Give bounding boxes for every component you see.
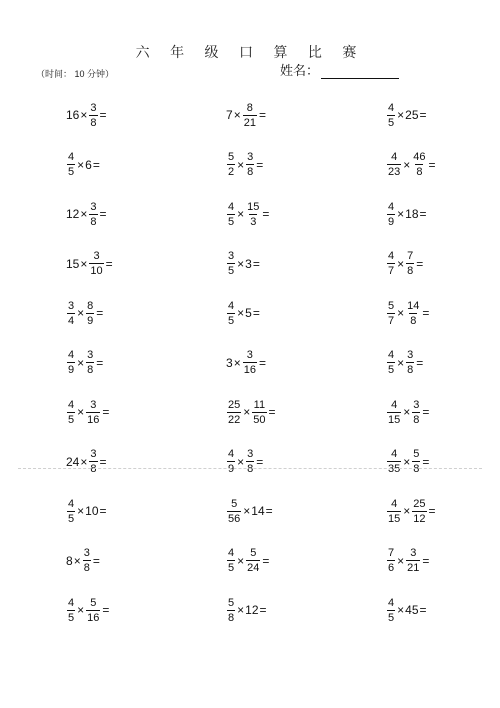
equals-sign: =: [265, 504, 273, 518]
whole-number: 24: [66, 454, 80, 469]
equals-sign: =: [256, 454, 264, 469]
times-sign: ×: [80, 256, 88, 271]
fraction-numerator: 4: [391, 398, 398, 411]
fraction-denominator: 8: [228, 611, 235, 624]
fraction-numerator: 3: [93, 250, 100, 262]
fraction: [89, 201, 97, 228]
fraction: [227, 547, 235, 574]
fraction-numerator: 14: [407, 299, 420, 312]
problem-item: [66, 343, 104, 383]
equals-sign: =: [262, 207, 270, 221]
times-sign: ×: [237, 306, 245, 320]
fraction-numerator: 4: [391, 497, 398, 510]
times-sign: ×: [77, 157, 85, 172]
problem-row: [0, 293, 500, 333]
whole-number: 15: [66, 256, 80, 271]
times-sign: ×: [403, 405, 411, 419]
fraction-numerator: 25: [413, 497, 426, 510]
equals-sign: =: [99, 454, 107, 469]
fraction-denominator: 8: [90, 116, 97, 129]
fraction-denominator: 8: [90, 463, 97, 475]
whole-number: 7: [226, 108, 233, 122]
equals-sign: =: [419, 108, 427, 122]
problem-item: [66, 145, 101, 185]
fraction: [387, 498, 401, 525]
times-sign: ×: [397, 207, 405, 221]
equals-sign: =: [258, 108, 266, 122]
times-sign: ×: [403, 157, 411, 172]
problem-item: [66, 590, 110, 630]
problem-item: [226, 145, 264, 185]
fraction-denominator: 5: [68, 611, 75, 624]
problem-item: [386, 145, 437, 185]
fraction: [246, 547, 260, 574]
equals-sign: =: [105, 256, 113, 271]
equals-sign: =: [422, 306, 430, 320]
fraction-numerator: 4: [228, 547, 235, 559]
equals-sign: =: [252, 306, 260, 320]
fraction-denominator: 7: [388, 314, 395, 327]
whole-number: 25: [405, 108, 419, 122]
equals-sign: =: [422, 405, 430, 419]
times-sign: ×: [237, 553, 245, 568]
times-sign: ×: [237, 256, 245, 271]
times-sign: ×: [397, 603, 405, 617]
equals-sign: =: [262, 553, 270, 568]
fraction-numerator: 4: [68, 497, 75, 510]
fraction-denominator: 5: [228, 215, 235, 228]
whole-number: 8: [66, 553, 73, 568]
fraction-numerator: 4: [68, 596, 75, 609]
fraction: [387, 300, 395, 327]
fraction-numerator: 4: [68, 151, 75, 163]
times-sign: ×: [403, 504, 411, 518]
fraction: [252, 399, 266, 426]
times-sign: ×: [397, 355, 405, 370]
problem-item: [66, 194, 108, 234]
times-sign: ×: [73, 553, 81, 568]
fraction-numerator: 3: [90, 101, 97, 114]
equals-sign: =: [258, 355, 266, 370]
problem-row: [0, 442, 500, 482]
fraction: [227, 300, 235, 327]
fraction-denominator: 15: [388, 413, 401, 426]
fraction: [412, 498, 426, 525]
fraction-denominator: 5: [68, 166, 75, 178]
fraction-denominator: 12: [413, 512, 426, 525]
times-sign: ×: [77, 405, 85, 419]
fraction-denominator: 8: [247, 166, 254, 178]
equals-sign: =: [102, 603, 110, 617]
fraction-numerator: 5: [90, 596, 97, 609]
fraction-numerator: 3: [246, 349, 253, 361]
fraction-denominator: 22: [228, 413, 241, 426]
fraction-denominator: 5: [228, 265, 235, 277]
fraction-numerator: 5: [413, 448, 420, 460]
fraction: [227, 250, 235, 277]
fraction-denominator: 8: [87, 364, 94, 376]
fraction: [246, 201, 260, 228]
fraction-denominator: 5: [68, 512, 75, 525]
fraction: [67, 300, 75, 327]
times-sign: ×: [403, 454, 411, 469]
problem-row: [0, 392, 500, 432]
equals-sign: =: [99, 504, 107, 518]
fraction: [67, 498, 75, 525]
equals-sign: =: [92, 553, 100, 568]
fraction-numerator: 3: [247, 151, 254, 163]
fraction-denominator: 8: [407, 265, 414, 277]
problem-item: [66, 293, 104, 333]
fraction-denominator: 8: [413, 463, 420, 475]
fraction-denominator: 5: [388, 364, 395, 376]
problem-item: [386, 590, 428, 630]
problem-item: [226, 442, 264, 482]
equals-sign: =: [428, 157, 436, 172]
fraction-denominator: 4: [68, 314, 75, 327]
whole-number: 12: [66, 207, 80, 221]
fraction-numerator: 4: [228, 448, 235, 460]
fraction-numerator: 4: [388, 349, 395, 361]
fraction-denominator: 50: [253, 413, 266, 426]
fraction-numerator: 3: [68, 299, 75, 312]
fraction-numerator: 3: [247, 448, 254, 460]
fraction-denominator: 24: [247, 562, 260, 574]
fraction-denominator: 2: [228, 166, 235, 178]
fraction-numerator: 8: [87, 299, 94, 312]
times-sign: ×: [233, 108, 241, 122]
problem-row: [0, 590, 500, 630]
fraction-denominator: 35: [388, 463, 401, 475]
fraction-numerator: 5: [388, 299, 395, 312]
fraction: [67, 349, 75, 376]
problem-row: [0, 145, 500, 185]
fraction-denominator: 6: [388, 562, 395, 574]
fraction: [412, 448, 420, 475]
equals-sign: =: [259, 603, 267, 617]
fraction: [246, 448, 254, 475]
fraction: [86, 300, 94, 327]
fraction-numerator: 5: [228, 151, 235, 163]
fraction-denominator: 7: [388, 265, 395, 277]
problem-item: [386, 442, 430, 482]
problem-item: [66, 392, 110, 432]
fraction: [406, 547, 420, 574]
whole-number: 16: [66, 108, 80, 122]
times-sign: ×: [77, 355, 85, 370]
fraction-numerator: 4: [391, 448, 398, 460]
fraction: [387, 151, 401, 178]
problem-item: [386, 293, 430, 333]
fraction: [89, 102, 97, 129]
times-sign: ×: [237, 603, 245, 617]
fraction: [412, 399, 420, 426]
equals-sign: =: [99, 108, 107, 122]
times-sign: ×: [80, 108, 88, 122]
problem-item: [226, 491, 274, 531]
problem-row: [0, 95, 500, 135]
fraction: [86, 399, 100, 426]
whole-number: 3: [245, 256, 252, 271]
fraction-denominator: 56: [228, 512, 241, 525]
fraction: [387, 250, 395, 277]
whole-number: 10: [85, 504, 99, 518]
fraction-denominator: 5: [228, 562, 235, 574]
fraction-denominator: 8: [413, 413, 420, 426]
fraction-denominator: 8: [410, 314, 417, 327]
time-limit-note: （时间： 10 分钟）: [36, 69, 115, 79]
fraction: [387, 399, 401, 426]
problem-item: [66, 95, 108, 135]
equals-sign: =: [92, 157, 100, 172]
fraction-numerator: 8: [246, 101, 253, 114]
times-sign: ×: [397, 306, 405, 320]
equals-sign: =: [102, 405, 110, 419]
fraction-denominator: 8: [407, 364, 414, 376]
problem-item: [66, 442, 108, 482]
fraction: [67, 151, 75, 178]
fraction-numerator: 4: [388, 250, 395, 262]
times-sign: ×: [237, 207, 245, 221]
fraction: [227, 597, 235, 624]
fraction-denominator: 16: [87, 611, 100, 624]
whole-number: 3: [226, 355, 233, 370]
fraction-numerator: 4: [388, 101, 395, 114]
problem-item: [226, 194, 270, 234]
problem-item: [386, 244, 424, 284]
fraction: [227, 151, 235, 178]
fraction: [227, 201, 235, 228]
fraction: [86, 349, 94, 376]
fraction-denominator: 21: [243, 116, 256, 129]
times-sign: ×: [397, 553, 405, 568]
times-sign: ×: [80, 454, 88, 469]
problem-item: [226, 293, 261, 333]
fraction-denominator: 8: [416, 166, 423, 178]
fraction-numerator: 3: [410, 547, 417, 559]
fraction-numerator: 3: [87, 349, 94, 361]
fraction: [89, 250, 103, 277]
fraction-denominator: 8: [90, 215, 97, 228]
fraction: [387, 448, 401, 475]
problem-item: [386, 491, 437, 531]
fraction: [67, 399, 75, 426]
fraction: [243, 349, 257, 376]
fraction: [406, 300, 420, 327]
fraction-denominator: 21: [407, 562, 420, 574]
fraction-denominator: 8: [247, 463, 254, 475]
fraction: [227, 448, 235, 475]
fraction: [406, 250, 414, 277]
problem-row: [0, 244, 500, 284]
times-sign: ×: [233, 355, 241, 370]
problem-row: [0, 343, 500, 383]
equals-sign: =: [268, 405, 276, 419]
times-sign: ×: [77, 603, 85, 617]
fraction-numerator: 15: [247, 200, 260, 213]
fraction: [387, 102, 395, 129]
problem-item: [66, 541, 101, 581]
problem-item: [226, 95, 267, 135]
fraction-numerator: 4: [68, 398, 75, 411]
fraction-numerator: 3: [90, 398, 97, 411]
problem-item: [66, 244, 114, 284]
fraction-denominator: 9: [68, 364, 75, 376]
problem-item: [226, 343, 267, 383]
times-sign: ×: [77, 504, 85, 518]
equals-sign: =: [419, 603, 427, 617]
equals-sign: =: [419, 207, 427, 221]
problem-item: [226, 392, 277, 432]
fraction-numerator: 3: [90, 448, 97, 460]
fraction-denominator: 10: [90, 265, 103, 277]
fraction-denominator: 8: [83, 562, 90, 574]
fraction-numerator: 5: [228, 596, 235, 609]
times-sign: ×: [397, 256, 405, 271]
whole-number: 5: [245, 306, 252, 320]
times-sign: ×: [237, 157, 245, 172]
times-sign: ×: [243, 504, 251, 518]
problem-grid: [0, 95, 500, 660]
whole-number: 45: [405, 603, 419, 617]
equals-sign: =: [422, 553, 430, 568]
fraction: [83, 547, 91, 574]
fraction-numerator: 4: [228, 200, 235, 213]
fraction-numerator: 25: [228, 398, 241, 411]
name-field: [280, 60, 399, 79]
fraction-numerator: 4: [391, 151, 398, 163]
fraction-numerator: 7: [388, 547, 395, 559]
equals-sign: =: [416, 256, 424, 271]
problem-item: [386, 194, 428, 234]
equals-sign: =: [99, 207, 107, 221]
fraction-denominator: 3: [250, 215, 257, 228]
fraction: [387, 547, 395, 574]
problem-row: [0, 491, 500, 531]
problem-item: [226, 541, 270, 581]
whole-number: 14: [251, 504, 265, 518]
fraction: [243, 102, 257, 129]
fraction-denominator: 9: [228, 463, 235, 475]
fraction-denominator: 9: [388, 215, 395, 228]
whole-number: 6: [85, 157, 92, 172]
times-sign: ×: [397, 108, 405, 122]
fraction-denominator: 5: [388, 611, 395, 624]
fraction: [406, 349, 414, 376]
problem-row: [0, 194, 500, 234]
fraction: [246, 151, 254, 178]
problem-item: [226, 590, 268, 630]
fraction-denominator: 9: [87, 314, 94, 327]
fraction: [89, 448, 97, 475]
fraction-denominator: 16: [87, 413, 100, 426]
fraction-numerator: 3: [90, 200, 97, 213]
times-sign: ×: [237, 454, 245, 469]
fraction: [227, 498, 241, 525]
fraction-numerator: 3: [228, 250, 235, 262]
fraction-denominator: 23: [388, 166, 401, 178]
fraction-numerator: 11: [253, 398, 266, 411]
times-sign: ×: [243, 405, 251, 419]
fraction-numerator: 5: [250, 547, 257, 559]
fraction: [412, 151, 426, 178]
fraction-numerator: 3: [83, 547, 90, 559]
fraction: [227, 399, 241, 426]
equals-sign: =: [256, 157, 264, 172]
problem-item: [386, 392, 430, 432]
fraction-numerator: 7: [407, 250, 414, 262]
times-sign: ×: [80, 207, 88, 221]
fraction: [86, 597, 100, 624]
fraction: [387, 349, 395, 376]
fraction: [387, 597, 395, 624]
problem-item: [386, 343, 424, 383]
fraction-numerator: 46: [413, 151, 426, 163]
fraction-denominator: 16: [243, 364, 256, 376]
fraction-numerator: 4: [388, 200, 395, 213]
fraction-numerator: 3: [413, 398, 420, 411]
fraction-numerator: 4: [388, 596, 395, 609]
fraction-numerator: 4: [68, 349, 75, 361]
fraction-denominator: 5: [68, 413, 75, 426]
fraction-denominator: 5: [388, 116, 395, 129]
fraction-numerator: 5: [231, 497, 238, 510]
fraction: [387, 201, 395, 228]
equals-sign: =: [96, 306, 104, 320]
equals-sign: =: [96, 355, 104, 370]
page-title: 六 年 级 口 算 比 赛: [135, 45, 365, 61]
equals-sign: =: [422, 454, 430, 469]
fraction-denominator: 15: [388, 512, 401, 525]
problem-item: [386, 541, 430, 581]
equals-sign: =: [416, 355, 424, 370]
page-divider: [18, 468, 482, 469]
name-label: 姓名：: [280, 64, 320, 79]
problem-item: [226, 244, 261, 284]
whole-number: 18: [405, 207, 419, 221]
equals-sign: =: [252, 256, 260, 271]
fraction-denominator: 5: [228, 314, 235, 327]
equals-sign: =: [428, 504, 436, 518]
problem-row: [0, 541, 500, 581]
problem-item: [66, 491, 108, 531]
times-sign: ×: [77, 306, 85, 320]
problem-item: [386, 95, 428, 135]
fraction: [67, 597, 75, 624]
fraction-numerator: 3: [407, 349, 414, 361]
name-blank-line[interactable]: [321, 66, 399, 79]
fraction-numerator: 4: [228, 299, 235, 312]
whole-number: 12: [245, 603, 259, 617]
